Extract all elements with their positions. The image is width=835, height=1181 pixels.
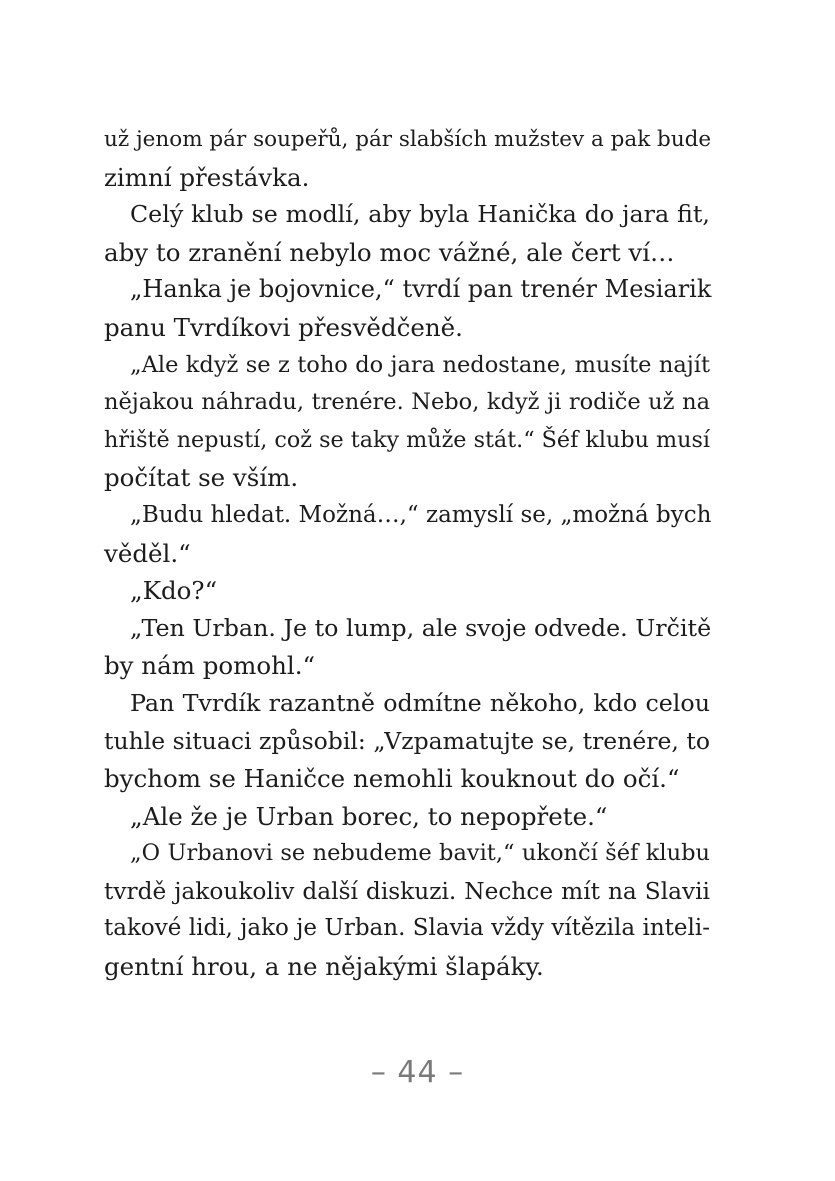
- text-line: gentní hrou, a ne nějakými šlapáky.: [104, 952, 544, 982]
- page-number: – 44 –: [370, 1055, 465, 1090]
- text-line: už jenom pár soupeřů, pár slabších mužstev a pak bude: [104, 127, 712, 152]
- text-line: panu Tvrdíkovi přesvědčeně.: [104, 312, 463, 342]
- text-line: „Kdo?“: [130, 576, 218, 606]
- text-line: by nám pomohl.“: [104, 651, 316, 681]
- text-line: „Ale když se z toho do jara nedostane, musíte najít: [130, 351, 710, 378]
- text-line: „Ten Urban. Je to lump, ale svoje odvede. Určitě: [130, 613, 712, 642]
- text-line: zimní přestávka.: [104, 162, 310, 192]
- text-line: aby to zranění nebylo moc vážné, ale čert ví…: [104, 237, 675, 267]
- text-line: počítat se vším.: [104, 463, 299, 493]
- text-line: věděl.“: [104, 538, 191, 568]
- text-line: tuhle situaci způsobil: „Vzpamatujte se, trenére, to: [104, 726, 710, 755]
- text-line: „Ale že je Urban borec, to nepopřete.“: [130, 801, 608, 831]
- text-line: „O Urbanovi se nebudeme bavit,“ ukončí šéf klubu: [130, 840, 710, 867]
- text-line: Pan Tvrdík razantně odmítne někoho, kdo celou: [130, 688, 710, 717]
- text-line: tvrdě jakoukoliv další diskuzi. Nechce mít na Slavii: [104, 877, 710, 905]
- text-line: bychom se Haničce nemohli kouknout do očí.“: [104, 764, 680, 794]
- text-line: takové lidi, jako je Urban. Slavia vždy vítězila inteli-: [104, 915, 710, 942]
- text-line: Celý klub se modlí, aby byla Hanička do jara fit,: [130, 200, 710, 229]
- text-line: „Hanka je bojovnice,“ tvrdí pan trenér Mesiarik: [130, 275, 712, 304]
- text-line: „Budu hledat. Možná…,“ zamyslí se, „možná bych: [130, 501, 712, 528]
- body-text: [104, 121, 710, 986]
- text-line: hřiště nepustí, což se taky může stát.“ Šéf klubu musí: [104, 426, 710, 453]
- text-line: nějakou náhradu, trenére. Nebo, když ji rodiče už na: [104, 389, 710, 416]
